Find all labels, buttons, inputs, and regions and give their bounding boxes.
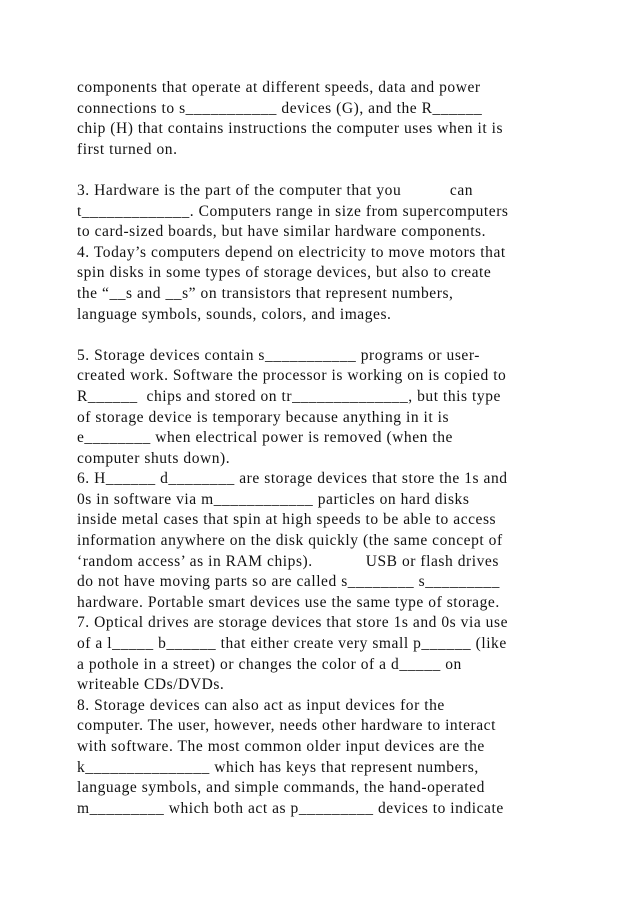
text-line: computer shuts down). bbox=[77, 449, 231, 467]
text-line: the “__s and __s” on transistors that represent numbers, bbox=[77, 284, 454, 302]
text-line: 6. H______ d________ are storage devices that store the 1s and bbox=[77, 470, 508, 488]
text-line: information anywhere on the disk quickly (the same concept of bbox=[77, 532, 503, 550]
text-line: 8. Storage devices can also act as input devices for the bbox=[77, 696, 445, 714]
text-line: do not have moving parts so are called s________ s_________ bbox=[77, 573, 500, 591]
text-line: spin disks in some types of storage devices, but also to create bbox=[77, 264, 492, 282]
text-line: computer. The user, however, needs other hardware to interact bbox=[77, 717, 496, 735]
text-line: e________ when electrical power is removed (when the bbox=[77, 429, 453, 447]
text-line: m_________ which both act as p_________ devices to indicate bbox=[77, 799, 504, 817]
text-line: 3. Hardware is the part of the computer that you can bbox=[77, 181, 474, 199]
text-line: connections to s___________ devices (G), and the R______ bbox=[77, 99, 483, 117]
text-line: ‘random access’ as in RAM chips). USB or flash drives bbox=[77, 552, 499, 570]
text-line: R______ chips and stored on tr______________, but this type bbox=[77, 387, 501, 405]
text-line: 4. Today’s computers depend on electricity to move motors that bbox=[77, 243, 506, 261]
text-line: created work. Software the processor is working on is copied to bbox=[77, 367, 507, 385]
text-line: language symbols, and simple commands, the hand-operated bbox=[77, 779, 485, 797]
text-line: writeable CDs/DVDs. bbox=[77, 676, 225, 694]
text-line: first turned on. bbox=[77, 140, 178, 158]
text-line: components that operate at different speeds, data and power bbox=[77, 79, 481, 96]
text-line: t_____________. Computers range in size from supercomputers bbox=[77, 202, 509, 220]
text-line: hardware. Portable smart devices use the same type of storage. bbox=[77, 593, 500, 611]
text-line: of a l_____ b______ that either create very small p______ (like bbox=[77, 635, 507, 653]
text-line: language symbols, sounds, colors, and images. bbox=[77, 305, 392, 323]
text-line: chip (H) that contains instructions the computer uses when it is bbox=[77, 120, 504, 138]
text-line: to card-sized boards, but have similar hardware components. bbox=[77, 223, 487, 241]
text-line: of storage device is temporary because anything in it is bbox=[77, 408, 450, 426]
text-line: 0s in software via m____________ particles on hard disks bbox=[77, 490, 470, 508]
blank-line bbox=[77, 325, 597, 346]
blank-line bbox=[77, 160, 597, 181]
text-line: 7. Optical drives are storage devices that store 1s and 0s via use bbox=[77, 614, 508, 632]
document-body bbox=[77, 78, 597, 819]
text-line: with software. The most common older input devices are the bbox=[77, 738, 485, 755]
text-line: k_______________ which has keys that represent numbers, bbox=[77, 758, 479, 776]
text-line: inside metal cases that spin at high speeds to be able to access bbox=[77, 511, 497, 529]
text-line: a pothole in a street) or changes the color of a d_____ on bbox=[77, 655, 462, 673]
text-line: 5. Storage devices contain s___________ programs or user- bbox=[77, 346, 480, 364]
